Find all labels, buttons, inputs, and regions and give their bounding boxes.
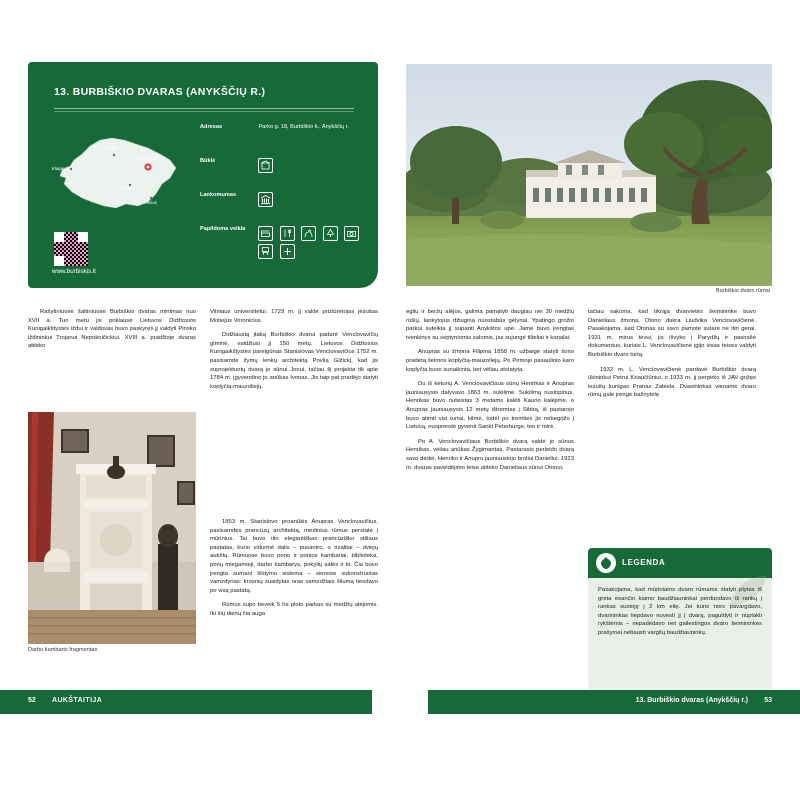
text-column-3 [406,308,574,704]
paragraph: Du iš keturių A. Venclovavičiaus sūnų Henrikas ir Anupras jauniausysis dalyvavo 1863 m. sukilime. Sukilimą nuslopinus, Henrikas buvo nuteistas 3 metams kalėti Kauno kalėjime, o Anupras jauniausysis 12 metų ištremtas į Sibirą, iš pastarojo buvo atimti visi turtai, kilmė, todėl po tremties jis nebegrįžo į Lietuvą, nusprendė gyventi Sankt Peterburge, ten ir mirė. [406,381,574,431]
qr-code[interactable] [52,230,90,268]
footer-section-right: 13. Burbiškio dvaras (Anykščių r.) [635,697,748,704]
paragraph: 1932 m. L. Venclovavičienė pardavė Burbiškio dvarą ūkininkui Petrui Kriaučiūniui, o 1933 m. jį perpirko iš JAV grįžęs iezuitų kunigas Pranas Zabiela. Dvasininkas viename dvaro rūmų gale įrengė bažnytėlę [588,366,756,399]
lithuania-map [52,122,192,227]
legend-text: Pasakojama, kad mūriniams dvaro rūmams statyti plytas iš greta esančio kaimo baudžiauninkai perduodavo iš rankų į rankas sustoję į 2 km eilę. Jei kuris nors pavargdavo, dvarininkas liepdavo nuvesti jį į dvarą, paguldyti ir nuplakti rykštėmis – nepadėdavo net gailestingos dvaro šeimininkės prašymai nebausti vargšų baudžiauninkų. [598,587,762,636]
plus-icon [280,244,295,259]
photo-caption-left: Darbo kambario fragmentas [28,647,98,653]
manor-photo-image [406,64,772,286]
building-icon [258,158,273,173]
book-spread [28,62,772,687]
footer-bar-left [0,690,372,714]
info-badge-icon [596,553,616,573]
footer-bar-right [428,690,800,714]
paragraph: Rašytiniuose šaltiniuose Burbiškio dvaras minimas nuo XVII a. Tuo metu jis priklausė Lietuvos Didžiosios Kunigaikštystės iždui ir valdovas buvo paskyręs jį valdyti Pinsko iždininkui Trojanui Nepokoičickiui. XVIII a. pradžioje dvaras atiteko [28,309,196,350]
paragraph: Po A. Venclovavičiaus Burbiškio dvarą valdė jo sūnus Henrikas, vėliau anūkas Žygimantas. Pastarasis perleido dvarą savo dėdei, Henriko ir Anupro jauniausiojo broliui Danieliui. 1923 m. dvaras paveldėjimo teise atiteko Danieliaus sūnui Otonui, [406,438,574,471]
page-footer [0,690,800,724]
attribute-row-extra-activities [200,226,372,262]
icon-row [258,226,370,262]
footer-section-left: AUKŠTAITIJA [52,697,103,704]
map-label-vilnius: Vilnius [144,200,157,205]
paragraph: tačiau sakoma, kad tikrąja dvarvietės šeimininke buvo Danieliaus žmona, Otono dukra Liudvika Venclovavičienė. Pasakojama, kad Otonas su savo pamote sutarė ne itin gerai. 1931 m. mirus tėvui, jis išvyko į Parydžų ir pasirašė dokumentus, kuriais L. Venclovavičienė įgijo visas teises valdyti Burbiškio dvaro turtą. [588,309,756,358]
page-title: 13. BURBIŠKIO DVARAS (ANYKŠČIŲ R.) [54,86,266,98]
attribute-row-condition [200,158,372,188]
chair-icon [258,244,273,259]
attribute-label: Būklė [200,158,216,164]
map-shape [52,122,192,227]
attribute-row-address [200,124,372,154]
legend-box [588,548,772,700]
text-column-1 [28,308,196,404]
map-label-siauliai: Šiauliai [104,145,119,150]
icon-row [258,158,370,176]
paragraph: Anupras su žmona Filipina 1858 m. užbaigė statyti šono pradėtą šeimos koplyčią-mauzoliejų. Po Pirmojo pasaulinio karo koplyčia buvo sunaikinta, bet vėliau atstatyta. [406,349,574,373]
attribute-row-visiting [200,192,372,222]
paragraph: Didžiausią įtaką Burbiškio dvarui padarė Venclovavičių giminė, valdžiusi jį 150 metų. Lietuvos Didžiosios Kunigaikštystės pareigūnas Stanislovas Venclovavičius 1752 m. pasisamdė žymų lenkų architektą Povilą Gižickį, kad jis suprojektuotų dvarą jo sūnui Jonui, tačiau šį projekta tik apie 1784 m. įgyvendino jo anūkas Ivonas. Jis taip pat pradėjo statyti koplyčią-mauzoliejų. [210,332,378,390]
map-label-panevezys: Panevėžys [136,156,158,161]
attribute-list [200,124,372,266]
map-label-kaunas: Kaunas [122,186,137,191]
attribute-value: Parko g. 18, Burbiškio k., Anykščių r. [258,124,349,130]
paragraph: egliu ir beržų alėjos, galima pamatyti daugiau nei 30 medžių rūšių, lankytojus džiugina nuostabūs gėlynai. Ypatingo grožio parkui suteikia jį supanti Anykštos upė. Jame buvo įrengtas tvenkinys su septyniomis salomis, jas sujungė tilteliai ir kanalai. [406,309,574,341]
museum-icon [258,192,273,207]
attribute-label: Papildoma veikla [200,226,246,232]
paragraph: Rūmus supo beveik 5 ha ploto parkas su medžių alėjomis. Iki šių dienų čia auga [210,602,378,617]
interior-photo [28,412,196,644]
page-number-right: 53 [764,697,772,704]
legend-title: LEGENDA [622,558,666,567]
map-label-klaipeda: Klaipėda [52,166,70,171]
interior-photo-image [28,412,196,644]
bed-icon [258,226,273,241]
info-card [28,62,378,288]
attribute-label: Lankomumas [200,192,237,198]
utensils-icon [280,226,295,241]
paragraph: 1853 m. Stanislovo proanūkis Anupras Venclovavičius, pasisamdęs prancūzų architektą, medinius rūmus perstatė į mūrinius. Tai buvo itin elegantiškas prancūziško stiliaus pastatas, kurio viduriné dalis – pusantro, o rizalitai – dviejų aukštų. Rūmuose buvo pono ir ponios kambariai, biblioteka, ponų miegamieji, darbo kambarys, pokylių salés ir kt. Čia buvo įrengta sumani šildymo sistema – sienose sukonstruotas vamzdynas: krosnių susidytas oras vamzdžiais šilumą tiesdavo po visą pastatą. [210,519,378,594]
page-number-left: 52 [28,697,36,704]
divider [54,111,354,112]
manor-photo [406,64,772,286]
camera-icon [344,226,359,241]
icon-row [258,192,370,210]
text-column-4 [588,308,756,540]
tree-icon [323,226,338,241]
text-column-2-continued [210,518,378,708]
photo-caption-main: Burbiškio dvaro rūmai [715,288,770,294]
attribute-label: Adresas [200,124,223,130]
horse-icon [301,226,316,241]
paragraph: Vilniaus universitetui. 1729 m. jį valdė priziūrėtojas jėzuitas Motiejus Voronicius. [210,309,378,324]
divider [54,108,354,109]
website-url[interactable]: www.burbiskis.lt [52,268,97,275]
